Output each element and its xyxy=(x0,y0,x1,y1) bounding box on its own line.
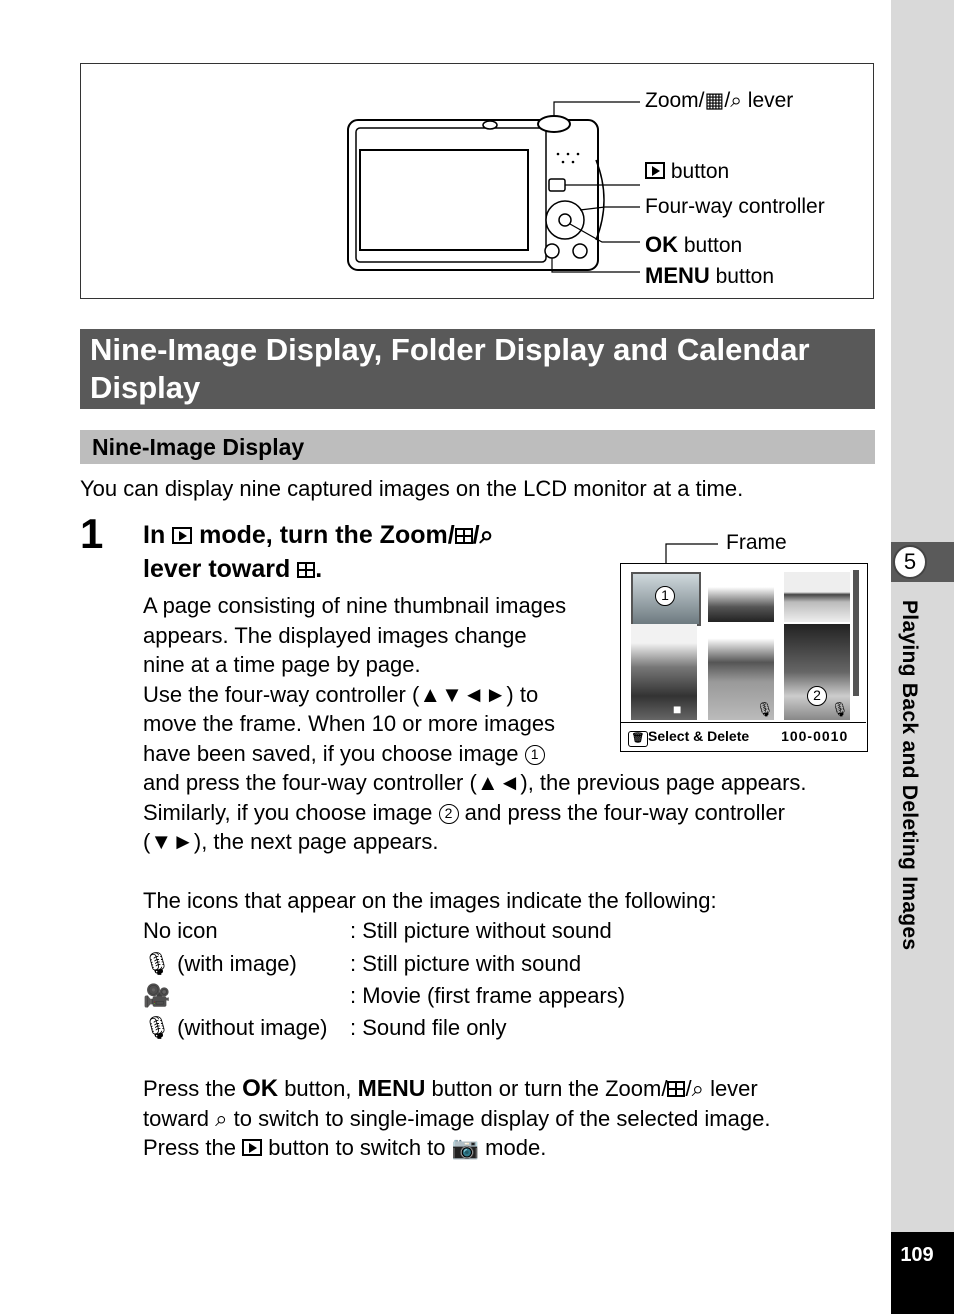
intro-text: You can display nine captured images on the LCD monitor at a time. xyxy=(80,476,744,501)
step-body-6-text: have been saved, if you choose image xyxy=(143,741,519,766)
menu-button-label: button xyxy=(715,265,775,288)
step-heading-b: mode, turn the Zoom/ xyxy=(199,521,455,549)
panel-scrollbar[interactable] xyxy=(853,570,859,696)
zoom-lever-label: Zoom/▦/⌕ lever xyxy=(645,89,794,112)
section-title: Nine-Image Display, Folder Display and Calendar Display xyxy=(80,329,875,409)
step-number: 1 xyxy=(80,510,104,557)
closing-l2b: to switch to single-image display of the selected image. xyxy=(233,1106,771,1131)
panel-footer xyxy=(628,728,848,747)
icon-row-2-right: : Still picture with sound xyxy=(350,951,582,976)
ok-button-label: button xyxy=(683,234,743,257)
thumbnail-grid-icon xyxy=(297,562,315,578)
circled-1-marker: 1 xyxy=(525,745,545,765)
chapter-title: Playing Back and Deleting Images xyxy=(898,600,921,951)
closing-line-3 xyxy=(143,1133,546,1163)
icon-row-4-text: (without image) xyxy=(177,1015,328,1040)
closing-l1c: button or turn the Zoom/ xyxy=(431,1076,668,1101)
icon-row-3-left xyxy=(143,983,170,1009)
closing-line-2 xyxy=(143,1104,770,1134)
thumbnail-grid-icon xyxy=(667,1081,685,1097)
ok-button-callout xyxy=(645,232,742,258)
microphone-icon: 🎙 xyxy=(756,701,774,717)
microphone-icon: 🎙 xyxy=(831,701,849,717)
closing-l1b: button, xyxy=(284,1076,352,1101)
playback-icon xyxy=(645,162,665,179)
icon-row-3-right: : Movie (first frame appears) xyxy=(350,983,626,1008)
icon-row-1-left: No icon xyxy=(143,918,218,943)
icon-row-1-right: : Still picture without sound xyxy=(350,918,612,943)
movie-camera-icon: 🎥 xyxy=(143,983,171,1008)
trash-icon: 🗑 xyxy=(628,731,648,747)
magnify-icon: ⌕ xyxy=(691,1076,704,1101)
magnify-icon: ⌕ xyxy=(479,521,494,549)
playback-icon xyxy=(172,527,192,544)
select-delete-label: Select & Delete xyxy=(648,728,750,744)
frame-label: Frame xyxy=(726,531,787,554)
icon-row-2-left xyxy=(143,951,297,977)
step-body-2: appears. The displayed images change xyxy=(143,623,527,648)
step-body-8-text: Similarly, if you choose image xyxy=(143,800,433,825)
camera-icon: 📷 xyxy=(451,1135,480,1160)
menu-label: MENU xyxy=(645,263,710,288)
microphone-icon: 🎙 xyxy=(143,1015,171,1040)
thumbnail-grid-icon xyxy=(455,528,473,544)
microphone-icon: 🎙 xyxy=(143,951,171,976)
step-body-1: A page consisting of nine thumbnail images xyxy=(143,593,567,618)
play-button-label: button xyxy=(670,160,730,183)
step-body-8 xyxy=(143,798,785,828)
closing-l3c: mode. xyxy=(485,1135,547,1160)
icon-row-4-right: : Sound file only xyxy=(350,1015,507,1040)
step-body-4: Use the four-way controller (▲▼◄►) to xyxy=(143,682,539,707)
ok-label: OK xyxy=(242,1075,279,1102)
circled-2-marker: 2 xyxy=(439,804,459,824)
step-body-8-tail: and press the four-way controller xyxy=(464,800,785,825)
nine-image-panel xyxy=(620,563,868,752)
thumbnail-3[interactable] xyxy=(784,572,850,622)
closing-l1d: lever xyxy=(710,1076,758,1101)
closing-l1a: Press the xyxy=(143,1076,236,1101)
closing-l3b: button to switch to xyxy=(268,1135,446,1160)
subsection-title: Nine-Image Display xyxy=(80,430,875,464)
step-body-6 xyxy=(143,739,545,769)
playback-icon xyxy=(242,1139,262,1156)
four-way-callout: Four-way controller xyxy=(645,195,825,218)
step-heading-a: In xyxy=(143,521,166,549)
file-number: 100-0010 xyxy=(781,728,849,744)
panel-divider xyxy=(621,722,866,723)
thumbnail-2[interactable] xyxy=(708,572,774,622)
step-body-9: (▼►), the next page appears. xyxy=(143,829,439,854)
step-heading-line2: lever toward . xyxy=(143,555,323,583)
panel-marker-1: 1 xyxy=(655,586,675,606)
thumbnail-4[interactable] xyxy=(631,624,697,720)
movie-icon: ■ xyxy=(673,701,682,717)
zoom-lever-callout xyxy=(645,88,793,113)
closing-line-1: Press the OK button, MENU button or turn the Zoom/ /⌕ lever xyxy=(143,1075,758,1102)
menu-button-callout xyxy=(645,263,774,289)
icon-row-4-left xyxy=(143,1015,327,1041)
camera-illustration xyxy=(340,100,650,290)
closing-l3a: Press the xyxy=(143,1135,236,1160)
step-heading-c: lever toward xyxy=(143,555,291,583)
play-button-callout xyxy=(645,160,729,184)
ok-label: OK xyxy=(645,232,678,257)
step-heading-line1: In mode, turn the Zoom/ /⌕ xyxy=(143,521,494,549)
icon-row-2-text: (with image) xyxy=(177,951,297,976)
step-body-3: nine at a time page by page. xyxy=(143,652,421,677)
chapter-number: 5 xyxy=(893,545,927,579)
step-body-5: move the frame. When 10 or more images xyxy=(143,711,556,736)
menu-label: MENU xyxy=(357,1075,426,1101)
page-number: 109 xyxy=(900,1244,934,1266)
icons-intro: The icons that appear on the images indicate the following: xyxy=(143,888,717,913)
panel-marker-2: 2 xyxy=(807,686,827,706)
magnify-icon: ⌕ xyxy=(215,1106,228,1131)
closing-l2a: toward xyxy=(143,1106,210,1131)
step-body-7: and press the four-way controller (▲◄), the previous page appears. xyxy=(143,770,807,795)
